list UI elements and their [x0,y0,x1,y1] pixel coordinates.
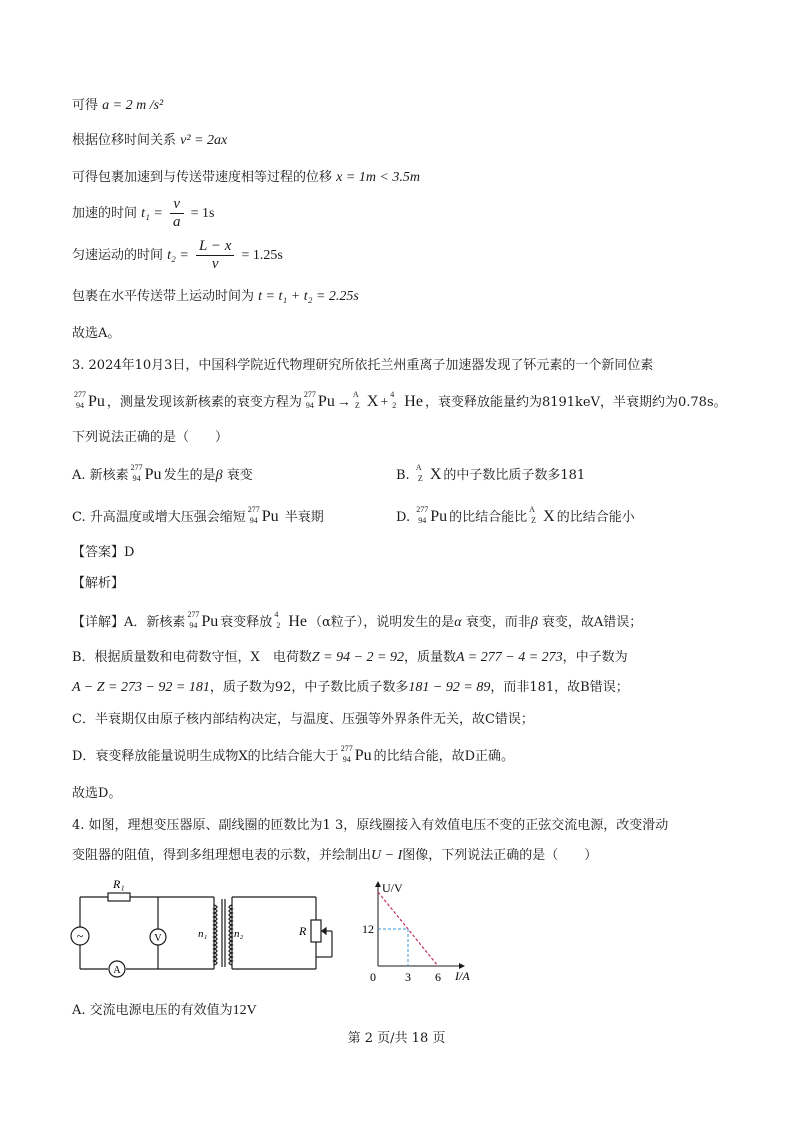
q3-detail-c: C．半衰期仅由原子核内部结构决定，与温度、压强等外界条件无关，故C错误； [72,712,534,727]
q4-stem-line-1: 4. 如图，理想变压器原、副线圈的匝数比为1 3，原线圈接入有效值电压不变的正弦交流电源，改变滑动 [72,818,669,833]
step-text: 可得 [72,98,99,113]
x-tick-label: 6 [435,970,441,984]
y-tick-label: 12 [362,922,374,936]
nuclide-pu: 277 94 Pu [187,610,219,630]
resistor-r1 [108,893,130,901]
nuclide-he: 4 2 He [274,610,307,630]
q3-stem-line-2: 277 94 Pu ，测量发现该新核素的衰变方程为 277 94 Pu → A Z X + 4 2 He ，衰变释放能量约为8191keV，半衰期约为0.78s。 [74,390,727,410]
formula: t = t₁ + t₂ = 2.25s [258,289,359,304]
q3-option-d[interactable]: D. 277 94 Pu 的比结合能比 A Z X 的比结合能小 [396,506,635,529]
ac-source-symbol: ~ [76,929,84,943]
q3-stem-line-1: 3. 2024年10月3日，中国科学院近代物理研究所依托兰州重离子加速器发现了钚元素的一个新同位素 [72,358,654,373]
formula-lhs: t₁ = [141,206,163,221]
circuit-diagram [70,875,345,980]
nuclide-x: A Z X [352,390,379,410]
step-text: 包裹在水平传送带上运动时间为 [72,289,255,304]
origin-label: 0 [370,970,376,984]
page-footer: 第 2 页/共 18 页 [347,1031,446,1046]
formula: a = 2 m /s² [102,98,164,113]
nuclide-x: A Z X [529,505,555,525]
q3-final: 故选D。 [72,786,122,801]
fraction: $\frac{v}{a}$ [170,196,184,231]
q4-stem-line-2: 变阻器的阻值，得到多组理想电表的示数，并绘制出U − I图像，下列说法正确的是（ ） [72,848,598,863]
step-line-5 [72,238,283,274]
q4-option-a[interactable]: A. 交流电源电压的有效值为12V [72,1003,257,1018]
nuclide-pu: 277 94 Pu [130,463,162,483]
step-line-4 [72,196,215,232]
r-label: R [299,924,307,938]
q3-detail-b-1: B．根据质量数和电荷数守恒，X 电荷数Z = 94 − 2 = 92，质量数A = 277 − 4 = 273，中子数为 [72,650,628,665]
nuclide-pu: 277 94 Pu [303,390,335,410]
u-i-graph [362,880,482,985]
step-line-1 [72,96,163,116]
n2-label: n₂ [234,928,244,940]
q3-detail-b-2: A − Z = 273 − 92 = 181，质子数为92，中子数比质子数多181 − 92 = 89，而非181，故B错误； [72,680,629,695]
q3-stem-line-3: 下列说法正确的是（ ） [72,430,229,445]
formula-rhs: = 1s [190,206,215,221]
y-axis-label: U/V [382,881,403,895]
n1-label: n₁ [198,928,208,940]
arrow: → [336,395,351,410]
formula-rhs: = 1.25s [241,248,283,263]
fraction: $\frac{L - x}{v}$ [196,238,234,273]
ammeter-label: A [113,965,121,976]
step-line-2 [72,131,227,151]
analysis-label: 【解析】 [72,576,125,591]
formula: v² = 2ax [180,133,228,148]
answer-label: 【答案】D [72,545,135,560]
step-line-7: 故选A。 [72,326,121,341]
step-line-6 [72,287,359,307]
step-text: 可得包裹加速到与传送带速度相等过程的位移 [72,170,333,185]
step-text: 匀速运动的时间 [72,248,164,263]
q3-detail-a: 【详解】A．新核素 277 94 Pu 衰变释放 4 2 He （α粒子），说明发生的是α 衰变，而非β 衰变，故A错误； [72,610,643,630]
nuclide-pu: 277 94 Pu [416,505,448,525]
formula: x = 1m < 3.5m [336,170,420,185]
formula-lhs: t₂ = [167,248,189,263]
nuclide-pu: 277 94 Pu [74,390,105,410]
x-axis-label: I/A [455,969,470,983]
q3-option-a[interactable]: A. 新核素 277 94 Pu 发生的是β 衰变 [72,464,253,487]
x-tick-label: 3 [405,970,411,984]
step-line-3 [72,168,420,188]
rheostat-r [311,920,321,942]
nuclide-pu: 277 94 Pu [340,744,372,764]
voltmeter-label: V [154,933,162,944]
q3-detail-d: D．衰变释放能量说明生成物X的比结合能大于 277 94 Pu 的比结合能，故D正确。 [72,744,515,764]
r1-label: R₁ [113,877,125,891]
nuclide-x: A Z X [415,463,442,483]
step-text: 加速的时间 [72,206,138,221]
step-text: 根据位移时间关系 [72,133,177,148]
nuclide-pu: 277 94 Pu [247,505,279,525]
q3-option-c[interactable]: C. 升高温度或增大压强会缩短 277 94 Pu 半衰期 [72,506,324,529]
nuclide-he: 4 2 He [390,390,423,410]
q3-option-b[interactable]: B. A Z X 的中子数比质子数多181 [396,464,585,487]
